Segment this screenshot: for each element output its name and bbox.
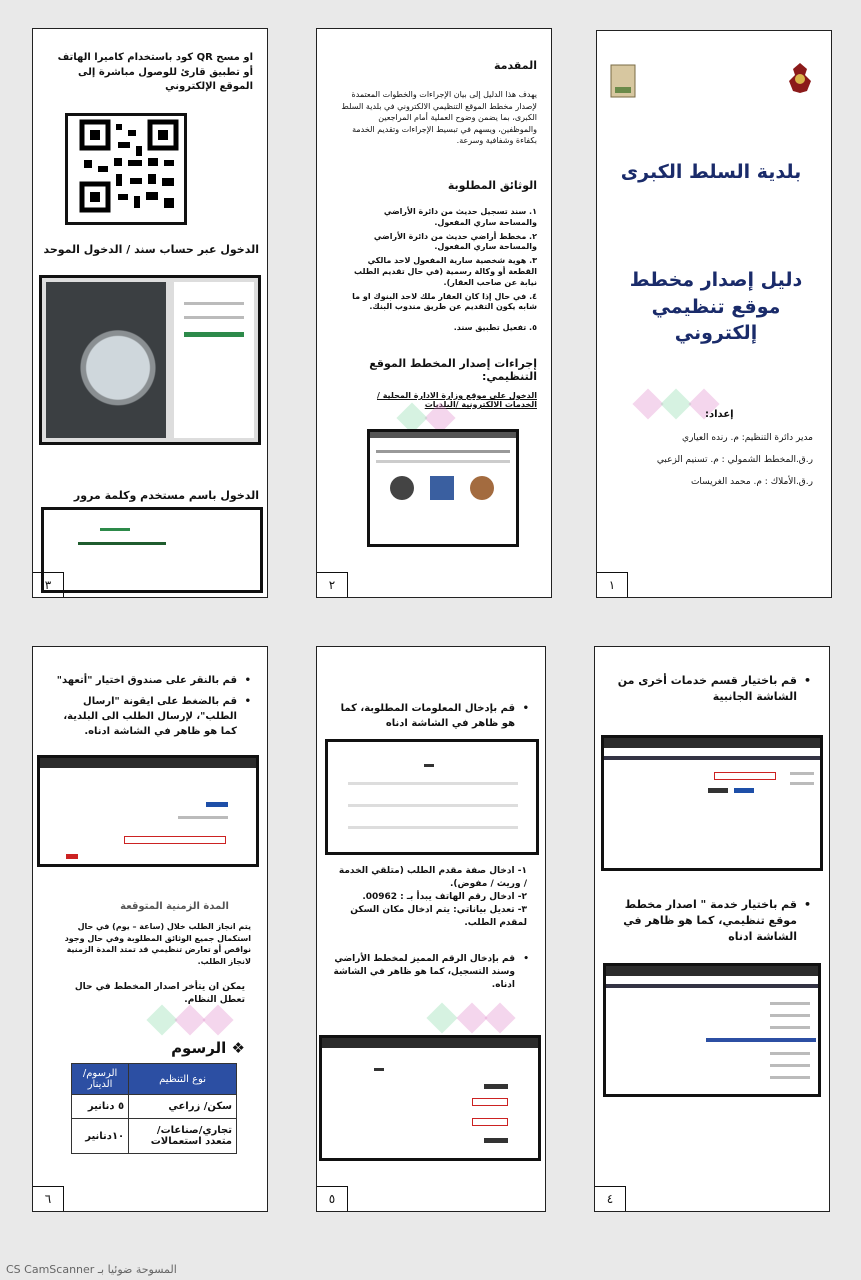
page-number: ١ <box>597 572 628 597</box>
decor-diamond <box>174 1004 205 1035</box>
other-services-screenshot <box>601 735 823 871</box>
authors-list <box>613 433 813 487</box>
qr-code <box>65 113 187 225</box>
municipality-name: بلدية السلط الكبرى <box>620 161 802 183</box>
submit-request-screenshot <box>37 755 259 867</box>
p6-bullets <box>51 673 251 739</box>
table-row <box>72 1095 237 1119</box>
procedure-text: الدخول على موقع وزارة الادارة المحلية / الخدمات الالكترونية /البلديات <box>377 391 537 409</box>
column-header: نوع التنظيم <box>129 1064 237 1095</box>
page-number: ٤ <box>595 1186 626 1211</box>
p4-step2: • قم باختيار خدمة " اصدار مخطط موقع تنظيمي، كما هو ظاهر في الشاشة ادناه <box>601 897 811 945</box>
page-3 <box>32 28 268 598</box>
docs-title: الوثائق المطلوبة <box>447 179 537 192</box>
issue-plan-service-screenshot <box>603 963 821 1097</box>
fees-table <box>71 1063 237 1154</box>
step-item: ٣- تعديل بياناتي: يتم ادخال مكان السكن لمقدم الطلب. <box>350 905 527 929</box>
intro-text: يهدف هذا الدليل إلى بيان الإجراءات والخطوات المعتمدة لإصدار مخطط الموقع التنظيمي الالكتروني في بلدية السلط الكبرى، بما يضمن وضوح العملية أمام المراجعين والموظفين، ويسهم في تبسيط الإجراءات وتقديم الخدمة بكفاءة وشفافية وسرعة. <box>341 90 537 146</box>
jordan-emblem-icon <box>785 61 815 95</box>
password-login-title: الدخول باسم مستخدم وكلمة مرور <box>73 489 259 502</box>
plot-number-screenshot <box>319 1035 541 1161</box>
scanner-footer: CS CamScanner المسوحة ضوئيا بـ <box>6 1263 177 1276</box>
qr-code-icon <box>74 116 184 216</box>
page-4 <box>594 646 830 1212</box>
table-cell: ٥ دنانير <box>72 1095 129 1119</box>
bullet-item: • قم بالنقر على صندوق اختيار "أتعهد" <box>51 673 251 688</box>
page-number: ٢ <box>317 572 348 597</box>
decor-diamond <box>456 1002 487 1033</box>
fees-title: ❖ الرسوم <box>171 1039 245 1057</box>
decor-diamond <box>632 388 663 419</box>
sanad-login-title: الدخول عبر حساب سند / الدخول الموحد <box>43 243 259 256</box>
password-login-screenshot <box>41 507 263 593</box>
page-1-cover <box>596 30 832 598</box>
time-text: يتم انجاز الطلب خلال (ساعة – يوم) في حال استكمال جميع الوثائق المطلوبة وفي حال وجود نواقص أو تعارض تنظيمي قد تمتد المدة الزمنية لانجاز الطلب. <box>64 922 251 966</box>
decor-diamond <box>660 388 691 419</box>
table-cell: تجاري/صناعات/متعدد استعمالات <box>129 1119 237 1154</box>
p5-step2: • قم بإدخال الرقم المميز لمخطط الأراضي وسند التسجيل، كما هو ظاهر في الشاشة ادناه. <box>321 953 529 992</box>
ministry-site-screenshot <box>367 429 519 547</box>
login-form <box>174 282 254 438</box>
column-header: الرسوم/الدينار <box>72 1064 129 1095</box>
p5-items <box>333 865 527 930</box>
prepared-by-label: إعداد: <box>705 409 734 420</box>
procedure-title: إجراءات إصدار المخطط الموقع التنظيمي: <box>369 357 537 383</box>
doc-item: ٣. هوية شخصية سارية المفعول لاحد مالكي القطعة أو وكالة رسمية (في حال تقديم الطلب نيابة عن صاحب العقار). <box>354 256 537 287</box>
doc-item: ١. سند تسجيل حديث من دائرة الأراضي والمساحة ساري المفعول. <box>383 207 537 227</box>
applicant-info-screenshot <box>325 739 539 855</box>
service-icon <box>470 476 494 500</box>
page-2 <box>316 28 552 598</box>
page-number: ٥ <box>317 1186 348 1211</box>
service-icon <box>430 476 454 500</box>
hand-image <box>46 282 166 438</box>
author-line: مدير دائرة التنظيم: م. رنده العياري <box>682 433 813 443</box>
step-item: ١- ادخال صفة مقدم الطلب (متلقي الخدمة / وريث / مفوض). <box>338 866 527 890</box>
decor-diamond <box>484 1002 515 1033</box>
service-icon <box>390 476 414 500</box>
bullet-item: • قم بالضغط على ايقونة "ارسال الطلب"، لإرسال الطلب الى البلدية، كما هو ظاهر في الشاشة ادناه. <box>51 694 251 739</box>
qr-instruction: او مسح QR كود باستخدام كاميرا الهاتف أو تطبيق قارئ للوصول مباشرة إلى الموقع الإلكتروني <box>57 52 253 92</box>
decor-diamond <box>202 1004 233 1035</box>
p4-step1: • قم باختيار قسم خدمات أخرى من الشاشة الجانبية <box>607 673 811 705</box>
doc-item: ٢. مخطط أراضي حديث من دائرة الأراضي والمساحة ساري المفعول. <box>373 231 537 252</box>
decor-diamond <box>146 1004 177 1035</box>
table-header-row <box>72 1064 237 1095</box>
page-number: ٣ <box>33 572 64 597</box>
page-5 <box>316 646 546 1212</box>
page-number: ٦ <box>33 1186 64 1211</box>
doc-item: ٥. تفعيل تطبيق سند. <box>453 323 537 333</box>
page-6 <box>32 646 268 1212</box>
p5-step1: • قم بإدخال المعلومات المطلوبة، كما هو ظاهر في الشاشة ادناه <box>325 701 529 731</box>
time-title: المدة الزمنية المتوقعة <box>120 901 229 912</box>
guide-title: دليل إصدار مخطط موقع تنظيمي إلكتروني <box>629 269 803 345</box>
table-cell: سكن/ زراعي <box>129 1095 237 1119</box>
table-row <box>72 1119 237 1154</box>
docs-list <box>347 207 537 334</box>
table-cell: ١٠دنانير <box>72 1119 129 1154</box>
author-line: ر.ق.المخطط الشمولي : م. تسنيم الزعبي <box>656 455 813 465</box>
delay-text: يمكن ان يتأخر اصدار المخطط في حال تعطل النظام. <box>74 982 245 1006</box>
doc-item: ٤. في حال إذا كان العقار ملك لاحد البنوك او ما شابه يكون التقديم عن طريق مندوب البنك. <box>352 291 537 312</box>
step-item: ٢- ادخال رقم الهاتف يبدأ بـ : 00962. <box>362 892 527 903</box>
intro-title: المقدمة <box>493 59 537 72</box>
sanad-login-screenshot <box>39 275 261 445</box>
decor-diamond <box>426 1002 457 1033</box>
salt-logo-icon <box>609 61 637 101</box>
author-line: ر.ق.الأملاك : م. محمد الغريسات <box>690 477 813 487</box>
